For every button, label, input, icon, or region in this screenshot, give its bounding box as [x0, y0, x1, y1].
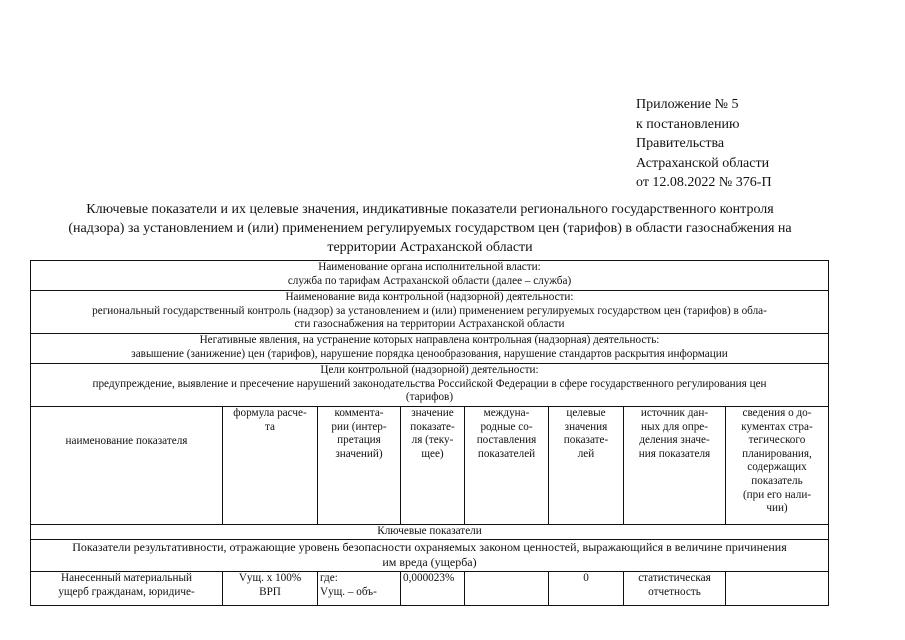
- activity-value: региональный государственный контроль (надзор) за установлением и (или) применением регулируемых государством цен (тарифов) в обла-: [92, 304, 767, 317]
- cell-text: Нанесенный материальный: [61, 572, 192, 584]
- indicators-table: [30, 260, 829, 606]
- column-header-text: рии (интер-: [331, 420, 387, 433]
- goals-cell: [31, 364, 829, 407]
- column-header-text: чии): [766, 502, 788, 515]
- cell-text: где:: [320, 572, 338, 584]
- negative-value: завышение (занижение) цен (тарифов), нарушение порядка ценообразования, нарушение стандартов раскрытия информации: [131, 347, 728, 360]
- negative-cell: [31, 334, 829, 364]
- column-header-text: наименование показателя: [65, 434, 188, 447]
- row-international: [465, 572, 549, 606]
- column-header-text: коммента-: [334, 407, 384, 419]
- row-source: [624, 572, 726, 606]
- title-line: (надзора) за установлением и (или) применением регулируемых государством цен (тарифов) в области газоснабжения на: [68, 221, 792, 236]
- appendix-block: [636, 95, 772, 193]
- organ-value: служба по тарифам Астраханской области (далее – служба): [287, 274, 572, 287]
- appendix-line: Астраханской области: [636, 155, 770, 171]
- appendix-line: к постановлению: [636, 116, 740, 132]
- column-header-current-value: [401, 407, 465, 525]
- column-header-text: (при его нали-: [742, 488, 812, 501]
- column-header-text: тегического: [748, 434, 806, 447]
- row-formula: [223, 572, 318, 606]
- title-line: территории Астраханской области: [327, 240, 533, 255]
- column-header-documents: [726, 407, 829, 525]
- column-header-text: та: [265, 420, 275, 433]
- column-header-text: претация: [337, 434, 381, 447]
- goals-header: Цели контрольной (надзорной) деятельности:: [320, 364, 539, 376]
- result-indicators-cell: [31, 540, 829, 572]
- column-header-text: лей: [577, 447, 595, 460]
- goals-value-cont: (тарифов): [405, 391, 454, 404]
- column-header-text: целевые: [566, 407, 606, 419]
- activity-header: Наименование вида контрольной (надзорной) деятельности:: [285, 291, 574, 303]
- row-documents: [726, 572, 829, 606]
- column-header-text: сведения о до-: [742, 407, 812, 419]
- negative-header: Негативные явления, на устранение которых направлена контрольная (надзорная) деятельность:: [199, 334, 660, 346]
- column-header-international: [465, 407, 549, 525]
- column-header-row: [31, 407, 829, 525]
- key-indicators-heading: Ключевые показатели: [31, 525, 829, 540]
- cell-text: Vущ. – объ-: [320, 585, 377, 598]
- column-header-text: ных для опре-: [641, 420, 708, 433]
- column-header-text: показате-: [563, 434, 609, 447]
- column-header-text: щее): [421, 447, 444, 460]
- column-header-formula: [223, 407, 318, 525]
- organ-header: Наименование органа исполнительной власти:: [318, 261, 541, 273]
- column-header-text: показателей: [477, 447, 536, 460]
- organ-cell: [31, 261, 829, 291]
- column-header-text: поставления: [476, 434, 537, 447]
- row-indicator-name: [31, 572, 223, 606]
- document-title: [30, 200, 830, 257]
- column-header-text: формула расче-: [233, 407, 307, 419]
- appendix-line: Правительства: [636, 136, 725, 151]
- title-line: Ключевые показатели и их целевые значения, индикативные показатели регионального государственного контроля: [86, 202, 774, 217]
- activity-cell: [31, 291, 829, 334]
- row-target: 0: [549, 572, 624, 606]
- column-header-text: ля (теку-: [411, 434, 454, 447]
- cell-text: отчетность: [648, 585, 701, 598]
- column-header-text: показатель: [751, 474, 803, 487]
- column-header-text: деления значе-: [639, 434, 710, 447]
- column-header-text: значение: [411, 407, 454, 419]
- cell-text: ущерб гражданам, юридиче-: [58, 585, 195, 598]
- column-header-text: показате-: [410, 420, 455, 433]
- goals-value: предупреждение, выявление и пресечение нарушений законодательства Российской Федерации в сфере государственного регулирования цен: [92, 377, 767, 390]
- result-indicators-text: Показатели результативности, отражающие уровень безопасности охраняемых законом ценностей, выражающийся в величине причинения: [72, 540, 787, 554]
- cell-text: статистическая: [638, 572, 711, 584]
- column-header-comments: [318, 407, 401, 525]
- column-header-text: планирования,: [742, 447, 812, 460]
- column-header-text: междуна-: [483, 407, 530, 419]
- column-header-text: источник дан-: [640, 407, 709, 419]
- appendix-line: Приложение № 5: [636, 97, 739, 112]
- column-header-text: кументах стра-: [741, 420, 813, 433]
- cell-text: Vущ. х 100%: [238, 572, 302, 584]
- column-header-text: содержащих: [747, 461, 807, 474]
- column-header-target: [549, 407, 624, 525]
- row-comments: [318, 572, 401, 606]
- column-header-name: [31, 407, 223, 525]
- column-header-source: [624, 407, 726, 525]
- column-header-text: ния показателя: [638, 447, 711, 460]
- row-current-value: 0,000023%: [401, 572, 465, 606]
- column-header-text: значения: [564, 420, 608, 433]
- result-indicators-text-cont: им вреда (ущерба): [382, 554, 477, 569]
- table-row: [31, 572, 829, 606]
- column-header-text: значений): [335, 447, 383, 460]
- column-header-text: родные со-: [480, 420, 533, 433]
- appendix-line: от 12.08.2022 № 376-П: [636, 175, 772, 190]
- activity-value-cont: сти газоснабжения на территории Астраханской области: [294, 318, 565, 331]
- cell-text: ВРП: [259, 585, 281, 598]
